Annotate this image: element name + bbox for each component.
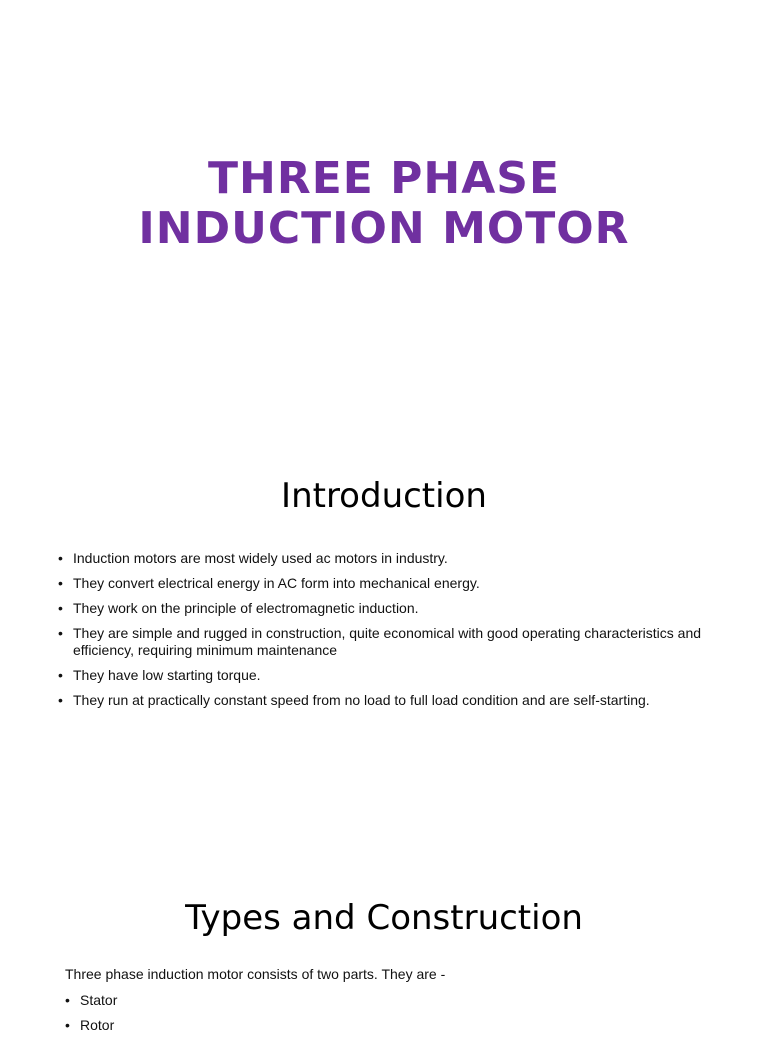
introduction-bullet-list bbox=[58, 550, 718, 717]
title-line-2: INDUCTION MOTOR bbox=[138, 203, 630, 254]
bullet-item: • They are simple and rugged in construction, quite economical with good operating characteristics and efficiency, requiring minimum maintenance bbox=[58, 625, 718, 659]
title-line-1: THREE PHASE bbox=[207, 153, 561, 204]
bullet-item: • They work on the principle of electromagnetic induction. bbox=[58, 600, 718, 617]
types-construction-slide bbox=[0, 864, 768, 1033]
bullet-item: • They convert electrical energy in AC form into mechanical energy. bbox=[58, 575, 718, 592]
presentation-title bbox=[0, 154, 768, 254]
bullet-item: • Stator bbox=[65, 992, 665, 1009]
title-slide bbox=[0, 0, 768, 432]
bullet-item: • Rotor bbox=[65, 1017, 665, 1034]
bullet-item: • They run at practically constant speed from no load to full load condition and are self-starting. bbox=[58, 692, 718, 709]
construction-intro-text: Three phase induction motor consists of two parts. They are - bbox=[65, 966, 446, 982]
introduction-heading: Introduction bbox=[281, 476, 487, 516]
bullet-item: • Induction motors are most widely used ac motors in industry. bbox=[58, 550, 718, 567]
parts-bullet-list bbox=[65, 992, 665, 1042]
types-construction-heading: Types and Construction bbox=[185, 898, 583, 938]
introduction-slide bbox=[0, 432, 768, 864]
bullet-item: • They have low starting torque. bbox=[58, 667, 718, 684]
